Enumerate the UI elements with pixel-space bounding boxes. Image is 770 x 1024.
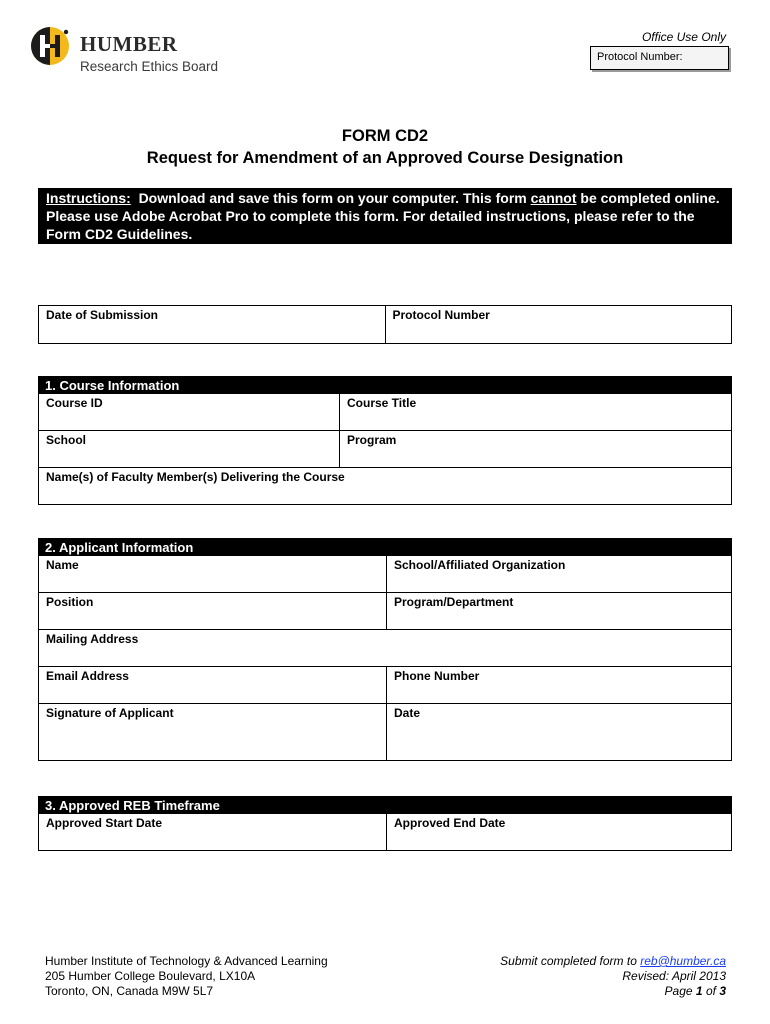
approved-end-date-field[interactable]: [386, 814, 731, 850]
page-indicator: [500, 984, 726, 999]
humber-h-logo-icon: [30, 26, 70, 66]
name-field[interactable]: [39, 556, 386, 592]
instructions-text-b: be completed online. Please use Adobe Acrobat Pro to complete this form. For detailed instructions, please refer to the Form CD2 Guidelines.: [46, 190, 720, 242]
faculty-members-label: Name(s) of Faculty Member(s) Delivering the Course: [46, 470, 345, 484]
footer-info: [500, 954, 726, 999]
page-prefix: Page: [664, 984, 693, 998]
submission-table: [38, 305, 732, 344]
email-link[interactable]: reb@humber.ca: [640, 954, 726, 968]
instructions-box: [38, 188, 732, 244]
course-title-label: Course Title: [347, 396, 417, 410]
program-label: Program: [347, 433, 397, 447]
office-protocol-number-label: Protocol Number:: [597, 51, 683, 63]
page-total: 3: [719, 984, 726, 998]
position-field[interactable]: [39, 593, 386, 629]
program-field[interactable]: [339, 431, 731, 467]
organization-field[interactable]: [386, 556, 731, 592]
mailing-address-field[interactable]: [39, 630, 731, 666]
applicant-information-heading: 2. Applicant Information: [39, 539, 731, 556]
form-code-title: FORM CD2: [341, 127, 429, 145]
phone-number-label: Phone Number: [394, 669, 480, 683]
faculty-members-field[interactable]: [39, 468, 731, 504]
footer-city: Toronto, ON, Canada M9W 5L7: [45, 984, 214, 998]
submit-prefix: Submit completed form to: [500, 954, 637, 968]
course-id-field[interactable]: [39, 394, 339, 430]
revised-date: Revised: April 2013: [622, 969, 726, 983]
office-use-label: Office Use Only: [641, 30, 726, 44]
phone-number-field[interactable]: [386, 667, 731, 703]
email-address-label: Email Address: [46, 669, 129, 683]
logo-subtitle: Research Ethics Board: [80, 59, 219, 74]
footer-street: 205 Humber College Boulevard, LX10A: [45, 969, 256, 983]
page-of: of: [705, 984, 716, 998]
form-title: Request for Amendment of an Approved Course Designation: [146, 149, 624, 167]
date-label: Date: [394, 706, 421, 720]
department-label: Program/Department: [394, 595, 514, 609]
course-information-section: [38, 376, 732, 505]
email-address-field[interactable]: [39, 667, 386, 703]
mailing-address-label: Mailing Address: [46, 632, 139, 646]
timeframe-section: [38, 796, 732, 851]
logo-name: HUMBER: [80, 32, 178, 56]
date-of-submission-label: Date of Submission: [46, 308, 159, 322]
course-id-label: Course ID: [46, 396, 103, 410]
approved-end-date-label: Approved End Date: [394, 816, 506, 830]
course-title-field[interactable]: [339, 394, 731, 430]
humber-logo: [30, 26, 230, 78]
name-label: Name: [46, 558, 79, 572]
protocol-number-label: Protocol Number: [392, 308, 490, 322]
school-label: School: [46, 433, 87, 447]
footer-address: [45, 954, 328, 999]
department-field[interactable]: [386, 593, 731, 629]
applicant-information-section: [38, 538, 732, 761]
school-field[interactable]: [39, 431, 339, 467]
signature-label: Signature of Applicant: [46, 706, 174, 720]
instructions-label: Instructions:: [46, 190, 131, 206]
approved-start-date-field[interactable]: [39, 814, 386, 850]
date-of-submission-field[interactable]: [39, 306, 385, 343]
instructions-text-a: Download and save this form on your computer. This form: [138, 190, 527, 206]
position-label: Position: [46, 595, 94, 609]
organization-label: School/Affiliated Organization: [394, 558, 566, 572]
page-current: 1: [695, 984, 703, 998]
office-protocol-number-field[interactable]: [590, 46, 729, 70]
instructions-emphasis: cannot: [530, 190, 577, 206]
signature-field[interactable]: [39, 704, 386, 760]
footer-institution: Humber Institute of Technology & Advanced Learning: [45, 954, 328, 968]
approved-start-date-label: Approved Start Date: [46, 816, 163, 830]
date-field[interactable]: [386, 704, 731, 760]
course-information-heading: 1. Course Information: [39, 377, 731, 394]
timeframe-heading: 3. Approved REB Timeframe: [39, 797, 731, 814]
protocol-number-field[interactable]: [385, 306, 732, 343]
